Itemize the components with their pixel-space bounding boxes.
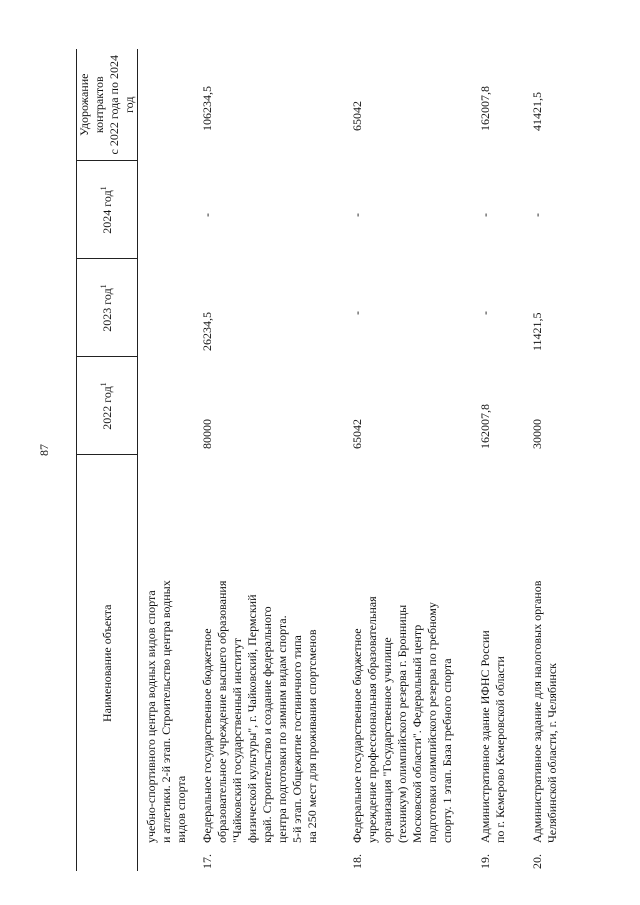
- value-2022: 80000: [199, 419, 214, 449]
- table-row: [472, 49, 524, 871]
- continuation-text: учебно-спортивного центра водных видов спорта и атлетики. 2-й этап. Строительство центра водных видов спорта: [144, 580, 188, 843]
- object-name: Административное здание ИФНС России по г. Кемерово Кемеровской области: [477, 630, 507, 843]
- table-row: [524, 49, 576, 871]
- value-2023: -: [477, 311, 492, 315]
- header-2023: 2023 год$^1$: [77, 259, 138, 357]
- table-row-continuation: [138, 49, 194, 871]
- value-2023: -: [349, 311, 364, 315]
- table-row: [194, 49, 344, 871]
- value-2022: 65042: [349, 419, 364, 449]
- row-number: 19.: [477, 854, 492, 869]
- value-2023: 26234,5: [199, 312, 214, 351]
- table-header-row: [77, 49, 138, 871]
- header-name: Наименование объекта: [77, 455, 138, 871]
- value-2024: -: [477, 213, 492, 217]
- value-2024: -: [199, 213, 214, 217]
- header-increase: Удорожание контрактов с 2022 года по 2024 год: [77, 49, 138, 161]
- page-number: 87: [37, 444, 51, 456]
- value-increase: 106234,5: [199, 86, 214, 131]
- object-name: Административное задание для налоговых органов Челябинской области, г. Челябинск: [529, 580, 559, 843]
- object-name: Федеральное государственное бюджетное учреждение профессиональная образовательная организация "Государственное училище (техникум) олимпийского резерва г. Бронницы Московской области". Федеральный центр подготовки олимпийского резерва по гребному спорту. 1 этап. База гребного спорта: [349, 596, 454, 843]
- row-number: 20.: [529, 854, 544, 869]
- header-2022: 2022 год$^1$: [77, 357, 138, 455]
- row-number: 18.: [349, 854, 364, 869]
- value-increase: 41421,5: [529, 92, 544, 131]
- value-2023: 11421,5: [529, 312, 544, 351]
- table-row: [344, 49, 472, 871]
- value-2022: 162007,8: [477, 404, 492, 449]
- object-name: Федеральное государственное бюджетное образовательное учреждение высшего образования "Чайковский государственный институт физической культуры", г. Чайковский, Пермский край. Строительство и создание федерального центра подготовки по зимним видам спорта. 5-й этап. Общежитие гостиничного типа на 250 мест для проживания спортсменов: [199, 580, 319, 843]
- objects-table: [76, 49, 576, 871]
- value-increase: 162007,8: [477, 86, 492, 131]
- header-2024: 2024 год$^1$: [77, 161, 138, 259]
- value-2022: 30000: [529, 419, 544, 449]
- value-2024: -: [349, 213, 364, 217]
- value-2024: -: [529, 213, 544, 217]
- row-number: 17.: [199, 854, 214, 869]
- value-increase: 65042: [349, 101, 364, 131]
